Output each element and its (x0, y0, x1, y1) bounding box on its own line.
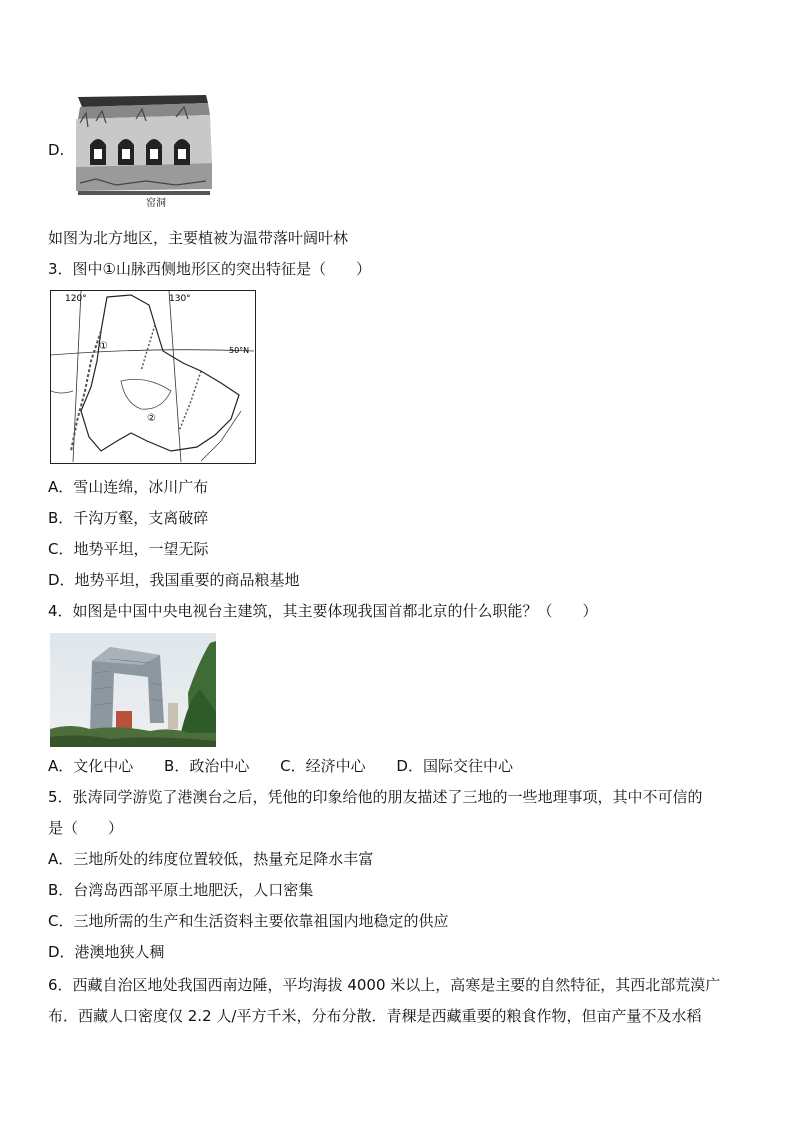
option-d-label: D. (48, 141, 65, 159)
question-3-stem: 3．图中①山脉西侧地形区的突出特征是（ ） (48, 260, 371, 278)
marker-2: ② (147, 413, 156, 424)
marker-1: ① (99, 341, 108, 352)
explanation-text: 如图为北方地区，主要植被为温带落叶阔叶林 (48, 229, 349, 247)
q5-option-a: A．三地所处的纬度位置较低，热量充足降水丰富 (48, 850, 374, 868)
q3-option-d: D．地势平坦，我国重要的商品粮基地 (48, 571, 300, 589)
cave-dwelling-image (76, 93, 212, 211)
q4-option-a: A．文化中心 (48, 757, 134, 775)
question-5-stem-line1: 5．张涛同学游览了港澳台之后，凭他的印象给他的朋友描述了三地的一些地理事项，其中不可信的 (48, 788, 703, 806)
q5-option-b: B．台湾岛西部平原土地肥沃，人口密集 (48, 881, 314, 899)
lon-130-label: 130° (169, 294, 191, 304)
lon-120-label: 120° (65, 294, 87, 304)
q4-options-row (48, 756, 539, 776)
question-4-stem: 4．如图是中国中央电视台主建筑，其主要体现我国首都北京的什么职能？（ ） (48, 602, 598, 620)
figure-caption: 窑洞 (146, 198, 166, 209)
q3-option-a: A．雪山连绵，冰川广布 (48, 478, 209, 496)
question-6-line2: 布．西藏人口密度仅 2.2 人/平方千米，分布分散．青稞是西藏重要的粮食作物，但亩产量不及水稻 (48, 1007, 702, 1025)
lat-50-label: 50°N (229, 346, 250, 355)
q3-option-b: B．千沟万壑，支离破碎 (48, 509, 209, 527)
cctv-building-photo (50, 633, 216, 747)
q4-option-c: C．经济中心 (280, 757, 366, 775)
q4-option-b: B．政治中心 (164, 757, 250, 775)
q5-option-d: D．港澳地狭人稠 (48, 943, 165, 961)
question-6-line1: 6．西藏自治区地处我国西南边陲，平均海拔 4000 米以上，高寒是主要的自然特征，其西北部荒漠广 (48, 976, 721, 994)
q4-option-d: D．国际交往中心 (396, 757, 513, 775)
question-5-stem-line2: 是（ ） (48, 819, 124, 837)
q3-option-c: C．地势平坦，一望无际 (48, 540, 209, 558)
q5-option-c: C．三地所需的生产和生活资料主要依靠祖国内地稳定的供应 (48, 912, 449, 930)
northeast-china-map (50, 290, 256, 464)
